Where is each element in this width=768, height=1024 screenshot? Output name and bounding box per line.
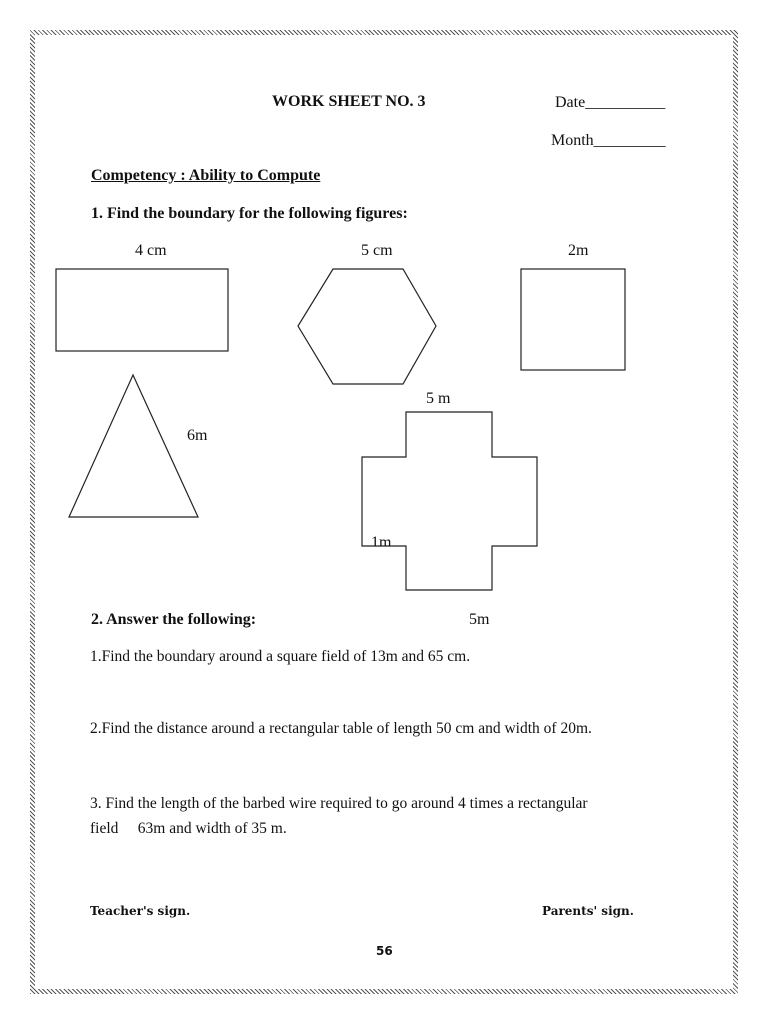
triangle-figure xyxy=(69,375,198,517)
month-field: Month_________ xyxy=(551,132,666,149)
competency-heading: Competency : Ability to Compute xyxy=(91,167,321,184)
rectangle-label: 4 cm xyxy=(135,242,167,259)
square-figure xyxy=(521,269,625,370)
rectangle-figure xyxy=(56,269,228,351)
triangle-label: 6m xyxy=(187,427,208,444)
page-number: 56 xyxy=(376,944,393,958)
question-2: 2.Find the distance around a rectangular table of length 50 cm and width of 20m. xyxy=(90,720,592,737)
cross-small-label: 1m xyxy=(371,534,392,546)
cross-top-label: 5 m xyxy=(426,390,451,407)
cross-figure xyxy=(362,412,537,590)
teacher-sign: Teacher's sign. xyxy=(90,904,191,918)
section2-heading: 2. Answer the following: xyxy=(91,611,257,628)
date-field: Date__________ xyxy=(555,94,666,111)
question-1: 1.Find the boundary around a square field of 13m and 65 cm. xyxy=(90,648,471,665)
question-3-line-1: 3. Find the length of the barbed wire required to go around 4 times a rectangular xyxy=(90,795,588,812)
hexagon-label: 5 cm xyxy=(361,242,393,259)
parents-sign: Parents' sign. xyxy=(542,904,634,918)
hexagon-figure xyxy=(298,269,436,384)
section1-heading: 1. Find the boundary for the following figures: xyxy=(91,205,408,222)
cross-bottom-label: 5m xyxy=(469,611,490,628)
square-label: 2m xyxy=(568,242,589,259)
question-3-line-2: field 63m and width of 35 m. xyxy=(90,820,287,837)
worksheet-title: WORK SHEET NO. 3 xyxy=(272,93,426,110)
